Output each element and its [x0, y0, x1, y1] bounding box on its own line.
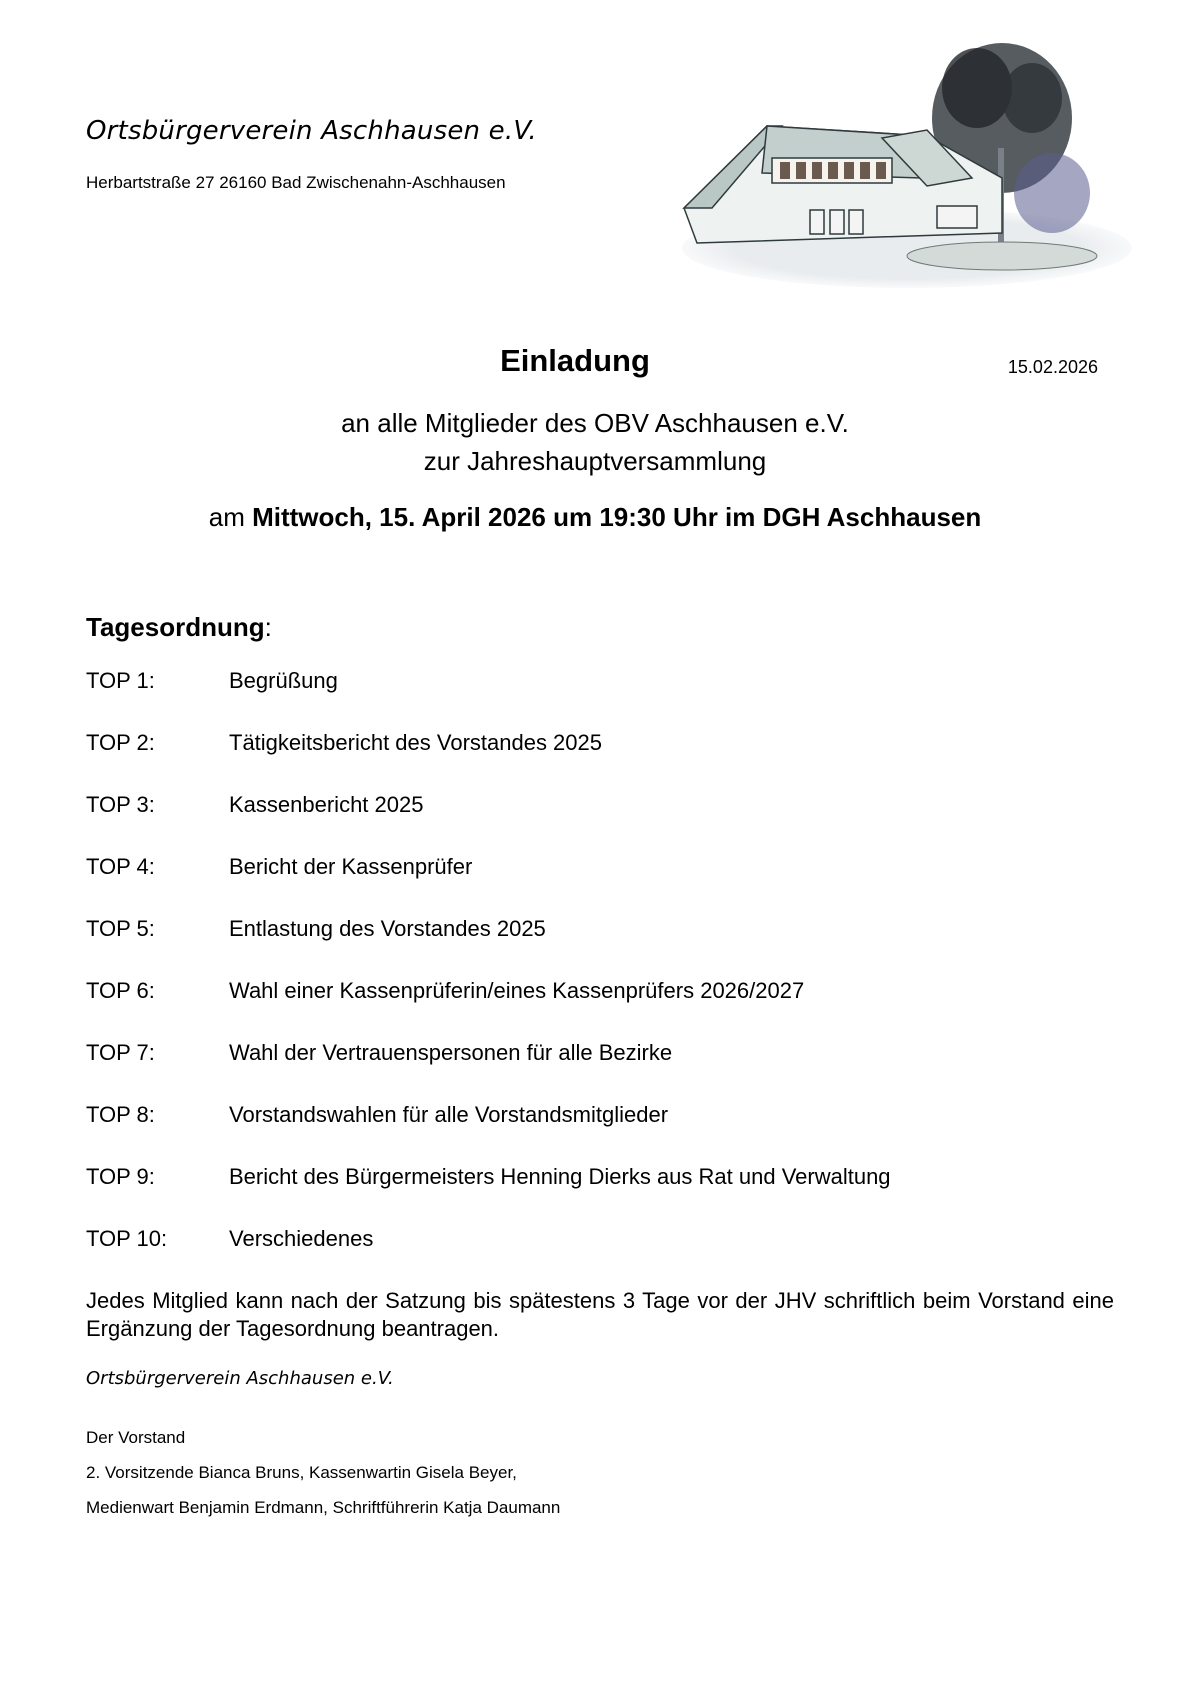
- agenda-heading-text: Tagesordnung: [86, 612, 265, 642]
- document-date: 15.02.2026: [1007, 357, 1098, 377]
- agenda-item-text: Wahl der Vertrauenspersonen für alle Bezirke: [229, 1040, 673, 1065]
- agenda-item-number: TOP 6:: [86, 978, 155, 1003]
- agenda-heading: [86, 612, 272, 643]
- agenda-item-number: TOP 5:: [86, 916, 155, 941]
- agenda-item: [86, 792, 891, 854]
- agenda-item-number: TOP 9:: [86, 1164, 155, 1189]
- agenda-item: [86, 854, 891, 916]
- agenda-item-number: TOP 4:: [86, 854, 155, 879]
- agenda-item: [86, 978, 891, 1040]
- agenda-item-text: Bericht der Kassenprüfer: [229, 854, 473, 879]
- organization-name: Ortsbürgerverein Aschhausen e.V.: [86, 116, 537, 146]
- building-sketch-image: [672, 28, 1132, 290]
- agenda-item-number: TOP 10:: [86, 1226, 168, 1251]
- organization-address: Herbartstraße 27 26160 Bad Zwischenahn-Aschhausen: [86, 173, 506, 192]
- agenda-item-text: Wahl einer Kassenprüferin/eines Kassenprüfers 2026/2027: [229, 978, 805, 1003]
- agenda-item-text: Entlastung des Vorstandes 2025: [229, 916, 546, 941]
- agenda-item: [86, 1226, 891, 1288]
- agenda-item: [86, 1040, 891, 1102]
- agenda-item: [86, 1102, 891, 1164]
- agenda-item-text: Vorstandswahlen für alle Vorstandsmitglieder: [229, 1102, 669, 1127]
- agenda-item-number: TOP 2:: [86, 730, 155, 755]
- invitation-title: Einladung: [500, 343, 650, 378]
- board-members-line-2: Medienwart Benjamin Erdmann, Schriftführerin Katja Daumann: [86, 1498, 561, 1517]
- invitation-purpose: zur Jahreshauptversammlung: [423, 446, 767, 476]
- agenda-item-text: Tätigkeitsbericht des Vorstandes 2025: [229, 730, 603, 755]
- agenda-item-text: Begrüßung: [229, 668, 338, 693]
- meeting-datetime-details: Mittwoch, 15. April 2026 um 19:30 Uhr im DGH Aschhausen: [252, 502, 982, 532]
- board-members-line-1: 2. Vorsitzende Bianca Bruns, Kassenwartin Gisela Beyer,: [86, 1463, 517, 1482]
- signature-organization: Ortsbürgerverein Aschhausen e.V.: [86, 1368, 394, 1389]
- agenda-item-number: TOP 3:: [86, 792, 155, 817]
- agenda-heading-colon: :: [264, 612, 272, 642]
- board-label: Der Vorstand: [86, 1428, 186, 1447]
- agenda-item-number: TOP 8:: [86, 1102, 155, 1127]
- invitation-recipients: an alle Mitglieder des OBV Aschhausen e.V.: [341, 408, 849, 438]
- agenda-item-text: Bericht des Bürgermeisters Henning Dierks aus Rat und Verwaltung: [229, 1164, 891, 1189]
- agenda-amendment-note: Jedes Mitglied kann nach der Satzung bis spätestens 3 Tage vor der JHV schriftlich beim Vorstand eine Ergänzung der Tagesordnung beantragen.: [86, 1288, 1114, 1341]
- agenda-item-text: Kassenbericht 2025: [229, 792, 424, 817]
- agenda-item: [86, 668, 891, 730]
- agenda-item: [86, 730, 891, 792]
- agenda-item-number: TOP 7:: [86, 1040, 155, 1065]
- agenda-item-text: Verschiedenes: [229, 1226, 374, 1251]
- agenda-item-number: TOP 1:: [86, 668, 155, 693]
- meeting-datetime: [0, 502, 1190, 533]
- agenda-list: [86, 668, 891, 1288]
- meeting-datetime-prefix: am: [208, 502, 253, 532]
- agenda-item: [86, 1164, 891, 1226]
- agenda-item: [86, 916, 891, 978]
